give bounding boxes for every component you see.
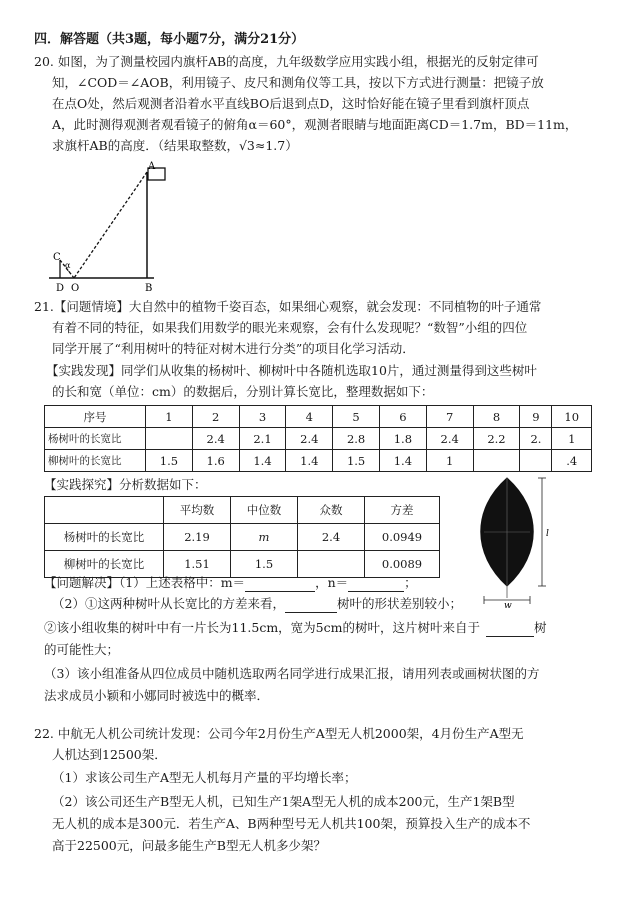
- q21-line-3: 同学开展了“利用树叶的特征对树木进行分类”的项目化学习活动．: [52, 341, 415, 356]
- table-cell: 6: [379, 406, 426, 428]
- table-cell: 方差: [365, 497, 440, 524]
- table-cell: 9: [520, 406, 552, 428]
- leaf-figure: [472, 474, 562, 609]
- table-cell: 2.4: [286, 428, 333, 450]
- table-cell: 3: [239, 406, 286, 428]
- table-cell: 2.4: [192, 428, 239, 450]
- table-header-row: [45, 406, 592, 428]
- table-cell: 1: [552, 428, 592, 450]
- table-cell: 1.5: [146, 450, 193, 472]
- table-cell: 2.: [520, 428, 552, 450]
- solve-text-end: ；: [404, 575, 417, 590]
- table-cell: 2.2: [473, 428, 520, 450]
- answer-blank-n[interactable]: [348, 591, 404, 592]
- q22-line-5: 无人机的成本是300元．若生产A、B两种型号无人机共100架，预算投入生产的成本不: [52, 816, 531, 831]
- label-a: A: [148, 161, 156, 172]
- label-b: B: [145, 283, 153, 294]
- solve-text-m: 【问题解决】（1）上述表格中：m＝: [44, 575, 246, 590]
- table-cell: [473, 450, 520, 472]
- table-cell: [146, 428, 193, 450]
- table-cell: 0.0089: [365, 551, 440, 578]
- table-cell-header-label: 序号: [45, 406, 146, 428]
- q22-line-6: 高于22500元，问最多能生产B型无人机多少架？: [52, 838, 326, 853]
- table-cell: 1.4: [379, 450, 426, 472]
- q22-line-2: 人机达到12500架．: [52, 747, 167, 762]
- table-cell: 7: [426, 406, 473, 428]
- label-o: O: [71, 283, 80, 294]
- q22-line-1: 22. 中航无人机公司统计发现：公司今年2月份生产A型无人机2000架，4月份生产A型无: [34, 726, 524, 741]
- table-cell: 5: [333, 406, 380, 428]
- table-cell: 中位数: [231, 497, 298, 524]
- q21-line-1: 21.【问题情境】大自然中的植物千姿百态，如果细心观察，就会发现：不同植物的叶子通常: [34, 299, 542, 314]
- row-label-willow: 柳树叶的长宽比: [45, 450, 146, 472]
- table-cell: 1.6: [192, 450, 239, 472]
- q20-line-1: 20. 如图，为了测量校园内旗杆AB的高度，九年级数学应用实践小组，根据光的反射定律可: [34, 54, 539, 69]
- q20-line-4: A，此时测得观测者观看镜子的俯角α＝60°，观测者眼睛与地面距离CD＝1.7m，BD＝11m，: [52, 117, 578, 132]
- table-cell: 2.1: [239, 428, 286, 450]
- q20-line-2: 知，∠COD＝∠AOB，利用镜子、皮尺和测角仪等工具，按以下方式进行测量：把镜子放: [52, 75, 544, 90]
- solve-text-n: ，n＝: [315, 575, 349, 590]
- table-cell: [520, 450, 552, 472]
- table-cell: 柳树叶的长宽比: [45, 551, 164, 578]
- table-cell: 0.0949: [365, 524, 440, 551]
- answer-blank-m[interactable]: [245, 591, 315, 592]
- table-cell: 1.51: [164, 551, 231, 578]
- table-cell: [45, 497, 164, 524]
- section-header: 四．解答题（共3题，每小题7分，满分21分）: [34, 32, 305, 47]
- leaf-stats-table: [44, 496, 440, 578]
- explore-title: 【实践探究】分析数据如下：: [44, 477, 207, 492]
- table-cell: 1.4: [239, 450, 286, 472]
- q21-part2-2-text: ②该小组收集的树叶中有一片长为11.5cm，宽为5cm的树叶，这片树叶来自于: [44, 620, 480, 635]
- table-cell: 1: [426, 450, 473, 472]
- label-d: D: [56, 283, 65, 294]
- reflection-ray-ao: [74, 172, 147, 278]
- answer-blank-tree[interactable]: [486, 636, 534, 637]
- leaf-ratio-table: [44, 405, 592, 472]
- table-cell: 众数: [298, 497, 365, 524]
- table-cell: 1.5: [231, 551, 298, 578]
- table-cell: 4: [286, 406, 333, 428]
- table-cell: 2.4: [426, 428, 473, 450]
- q20-line-5: 求旗杆AB的高度．（结果取整数，√3≈1.7）: [52, 138, 298, 153]
- flagpole-figure: [44, 160, 184, 295]
- table-cell: 8: [473, 406, 520, 428]
- table-row: [45, 450, 592, 472]
- table-cell: 杨树叶的长宽比: [45, 524, 164, 551]
- q21-part3-line-1: （3）该小组准备从四位成员中随机选取两名同学进行成果汇报，请用列表或画树状图的方: [44, 666, 540, 681]
- row-label-poplar: 杨树叶的长宽比: [45, 428, 146, 450]
- q21-part2-1-tail: 树叶的形状差别较小；: [336, 596, 462, 611]
- q21-part3-line-2: 法求成员小颖和小娜同时被选中的概率．: [44, 688, 270, 703]
- q20-line-3: 在点O处，然后观测者沿着水平直线BO后退到点D，这时恰好能在镜子里看到旗杆顶点: [52, 96, 530, 111]
- label-c: C: [53, 252, 61, 263]
- leaf-width-label: w: [504, 601, 512, 609]
- q21-part2-2-tree: 树: [534, 620, 547, 635]
- table-cell: m: [231, 524, 298, 551]
- leaf-length-label: l: [546, 529, 549, 539]
- table-cell: .4: [552, 450, 592, 472]
- table-cell: 2: [192, 406, 239, 428]
- label-alpha: α: [65, 261, 71, 270]
- table-cell: 10: [552, 406, 592, 428]
- solve-line: [44, 573, 417, 592]
- q21-part2-1: [52, 594, 462, 613]
- table-cell: 1.8: [379, 428, 426, 450]
- table-row: [45, 524, 440, 551]
- q22-line-4: （2）该公司还生产B型无人机，已知生产1架A型无人机的成本200元，生产1架B型: [52, 794, 515, 809]
- table-cell: 2.4: [298, 524, 365, 551]
- q21-line-4: 【实践发现】同学们从收集的杨树叶、柳树叶中各随机选取10片，通过测量得到这些树叶: [46, 363, 537, 378]
- answer-blank-variance[interactable]: [285, 612, 337, 613]
- table-cell: 1.4: [286, 450, 333, 472]
- table-cell: 2.19: [164, 524, 231, 551]
- q21-part2-2-end: 的可能性大；: [44, 642, 120, 657]
- table-cell: 平均数: [164, 497, 231, 524]
- q21-part2-1-text: （2）①这两种树叶从长宽比的方差来看，: [52, 596, 285, 611]
- table-header-row: [45, 497, 440, 524]
- table-cell: 1: [146, 406, 193, 428]
- table-row: [45, 428, 592, 450]
- table-cell: 1.5: [333, 450, 380, 472]
- q21-line-5: 的长和宽（单位：cm）的数据后，分别计算长宽比，整理数据如下：: [52, 384, 434, 399]
- q21-line-2: 有着不同的特征，如果我们用数学的眼光来观察，会有什么发现呢？“数智”小组的四位: [52, 320, 528, 335]
- q22-line-3: （1）求该公司生产A型无人机每月产量的平均增长率；: [52, 770, 357, 785]
- q21-part2-2: [44, 618, 547, 637]
- table-cell: 2.8: [333, 428, 380, 450]
